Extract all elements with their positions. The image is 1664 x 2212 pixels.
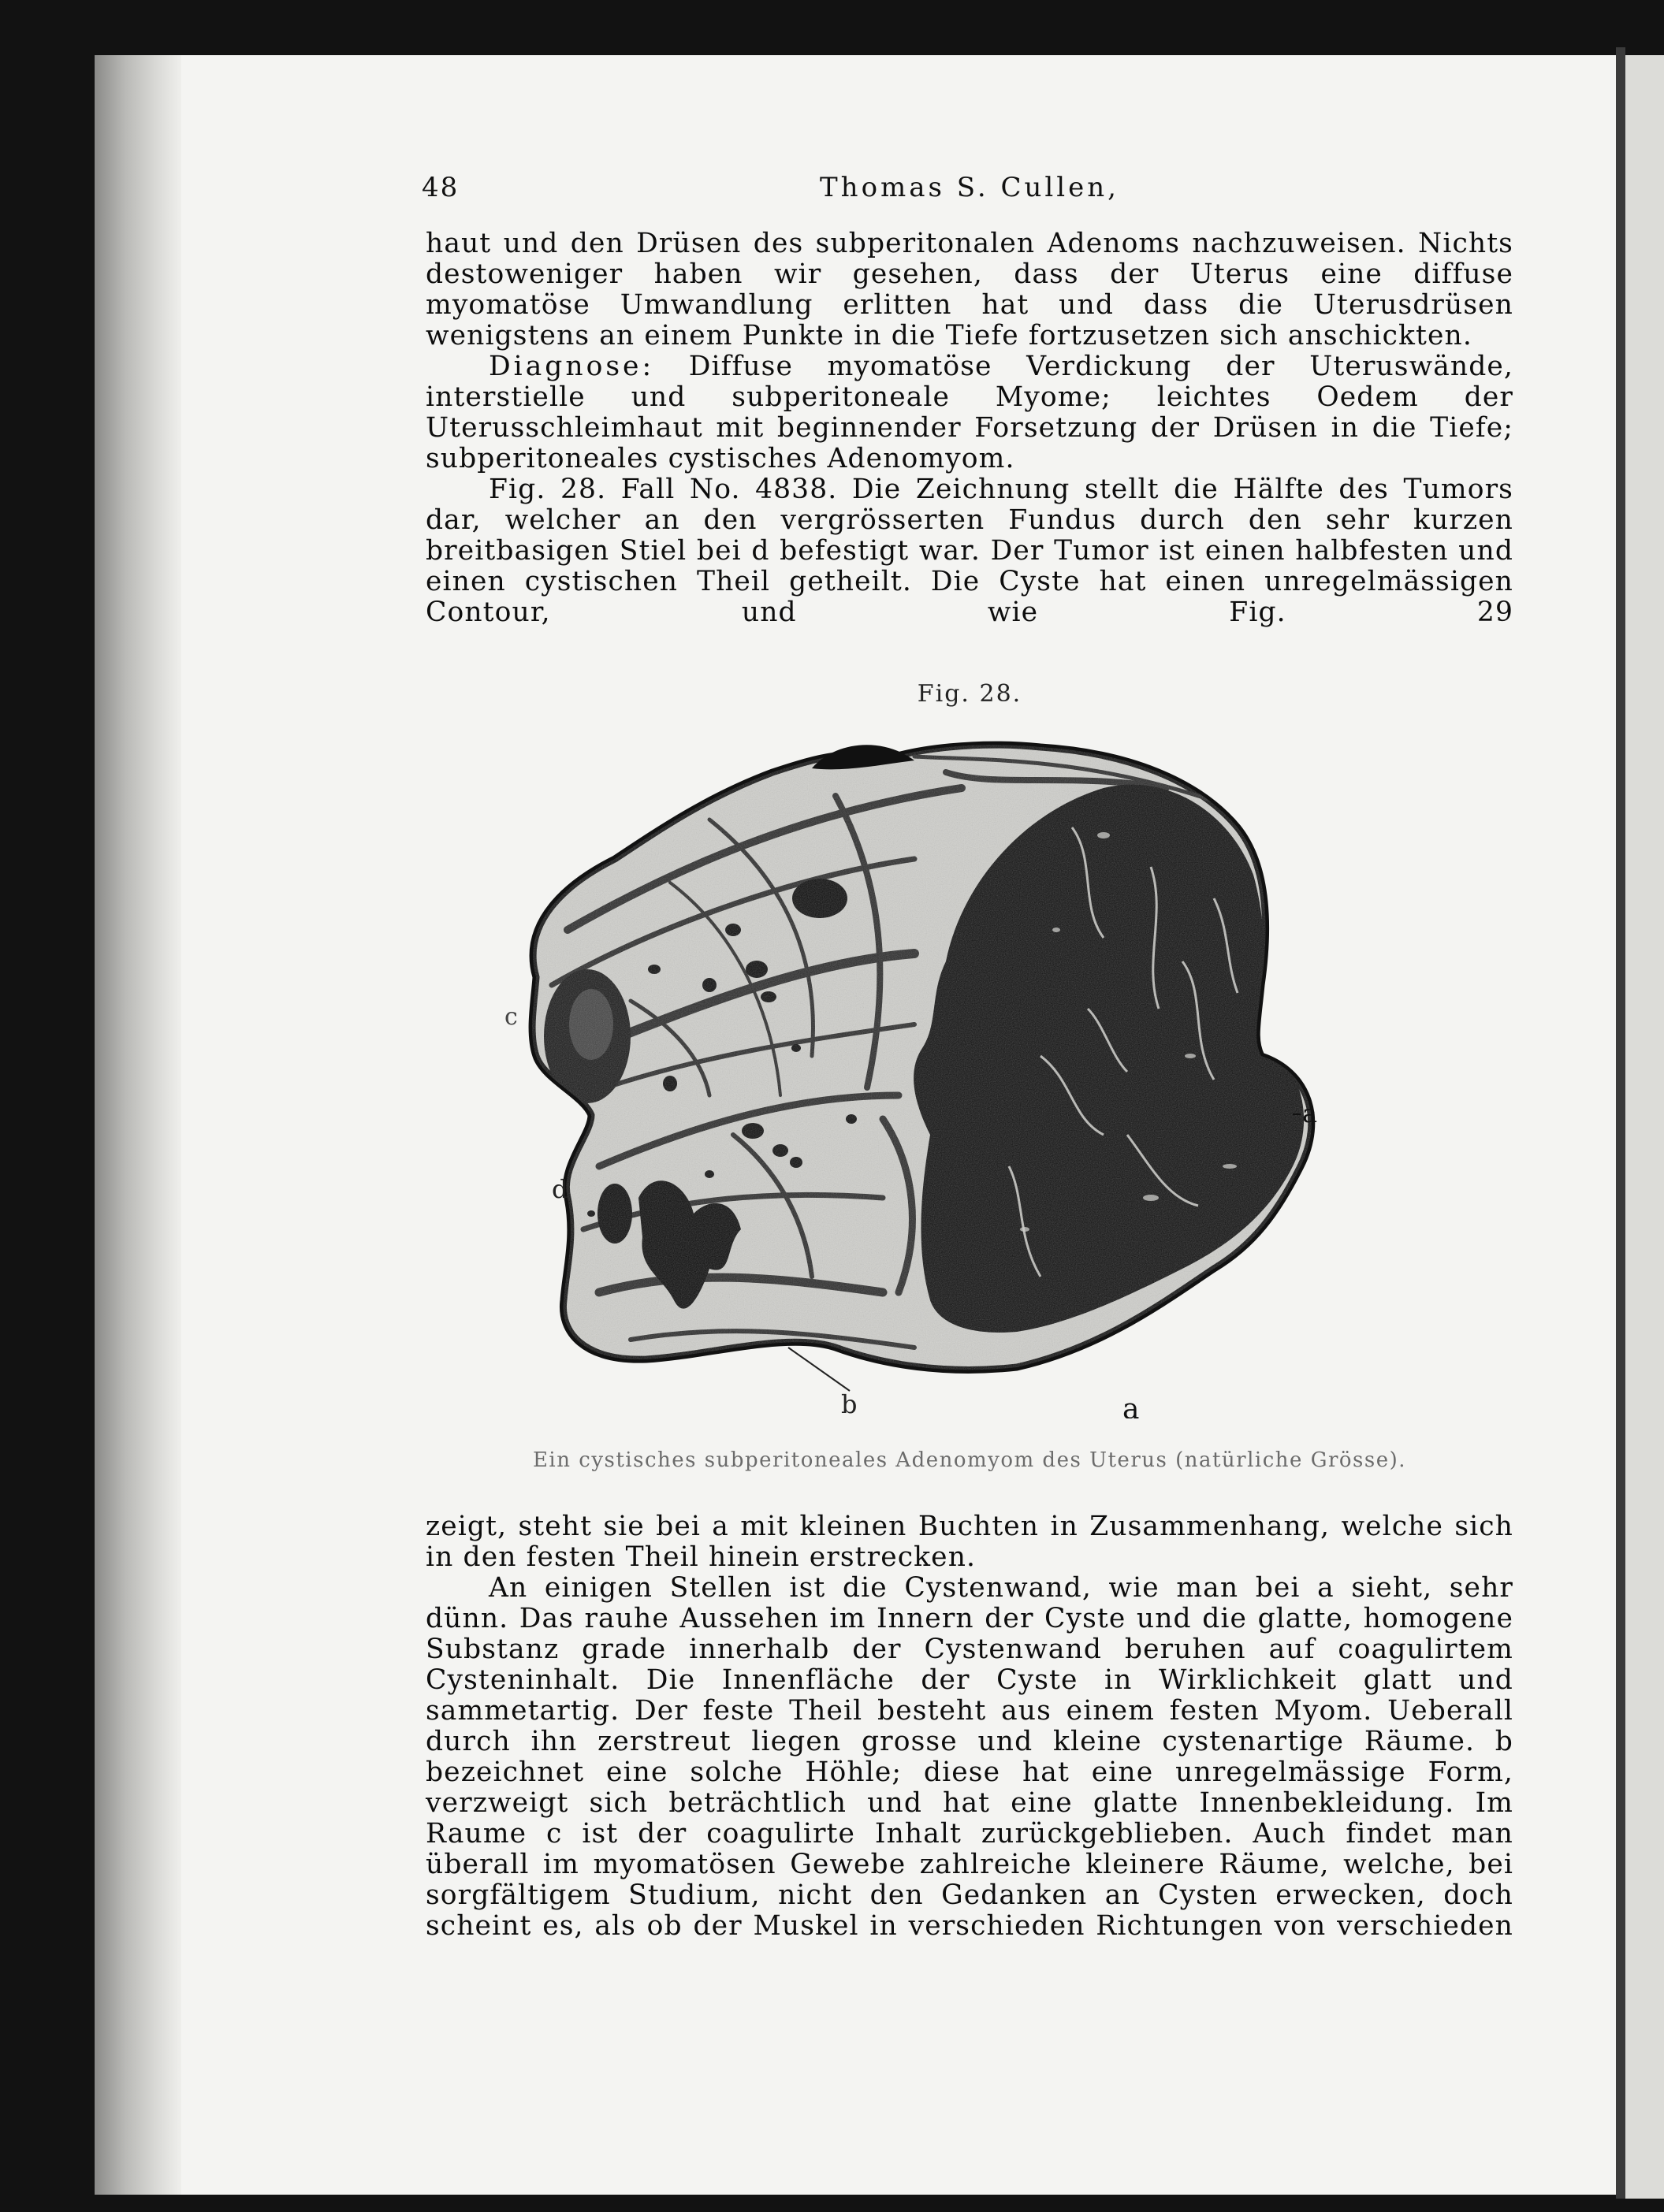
page-binding-shadow <box>95 55 181 2195</box>
marker-b: b <box>841 1389 858 1418</box>
figure-caption: Ein cystisches subperitoneales Adenomyom des Uterus (natürliche Grösse). <box>532 1448 1407 1472</box>
paragraph-diagnose <box>426 351 1513 474</box>
paragraph: haut und den Drüsen des subperitonalen Adenoms nachzuweisen. Nichts destoweniger haben wir gesehen, dass der Uterus eine diffuse myomatöse Umwandlung erlitten hat und dass die Uterusdrüsen wenigstens an einem Punkte in die Tiefe fortzusetzen sich anschickten. <box>426 228 1513 351</box>
marker-d: d <box>552 1174 568 1204</box>
figure-label: Fig. 28. <box>917 680 1022 708</box>
upper-text <box>426 229 1513 628</box>
paragraph: An einigen Stellen ist die Cystenwand, wie man bei a sieht, sehr dünn. Das rauhe Aussehen im Innern der Cyste und die glatte, homogene Substanz grade innerhalb der Cystenwand beruhen auf coagulirtem Cysteninhalt. Die Innenfläche der Cyste in Wirklichkeit glatt und sammetartig. Der feste Theil besteht aus einem festen Myom. Ueberall durch ihn zerstreut liegen grosse und kleine cystenartige Räume. b bezeichnet eine solche Höhle; diese hat eine unregelmässige Form, verzweigt sich beträchtlich und hat eine glatte Innenbekleidung. Im Raume c ist der coagulirte Inhalt zurückgeblieben. Auch findet man überall im myomatösen Gewebe zahlreiche kleinere Räume, welche, bei sorgfältigem Studium, nicht den Gedanken an Cysten erwecken, doch scheint es, als ob der Muskel in verschieden Richtungen von verschieden <box>426 1572 1513 1942</box>
paragraph: zeigt, steht sie bei a mit kleinen Buchten in Zusammenhang, welche sich in den festen Theil hinein erstrecken. <box>426 1511 1513 1573</box>
page-number: 48 <box>422 172 460 203</box>
facing-page-strip <box>1625 55 1664 2199</box>
page-edge <box>1616 47 1625 2199</box>
paragraph: Fig. 28. Fall No. 4838. Die Zeichnung stellt die Hälfte des Tumors dar, welcher an den vergrösserten Fundus durch den sehr kurzen breitbasigen Stiel bei d befestigt war. Der Tumor ist einen halbfesten und einen cystischen Theil getheilt. Die Cyste hat einen unregelmässigen Contour, und wie Fig. 29 <box>426 474 1513 628</box>
running-title: Thomas S. Cullen, <box>820 172 1119 203</box>
marker-a-bottom: a <box>1122 1393 1140 1418</box>
diagnose-text: Diffuse myomatöse Verdickung der Uteruswände, interstielle und subperitoneale Myome; leichtes Oedem der Uterusschleimhaut mit beginnender Forsetzung der Drüsen in die Tiefe; subperitoneales cystisches Adenomyom. <box>426 351 1513 474</box>
diagnose-label: Diagnose: <box>489 351 655 382</box>
lower-text <box>426 1511 1513 1942</box>
solid-part <box>473 725 1450 1418</box>
marker-c: c <box>504 1003 518 1031</box>
marker-a-right: a <box>1302 1099 1318 1128</box>
running-header <box>422 172 1517 211</box>
tumor-illustration <box>473 725 1450 1418</box>
